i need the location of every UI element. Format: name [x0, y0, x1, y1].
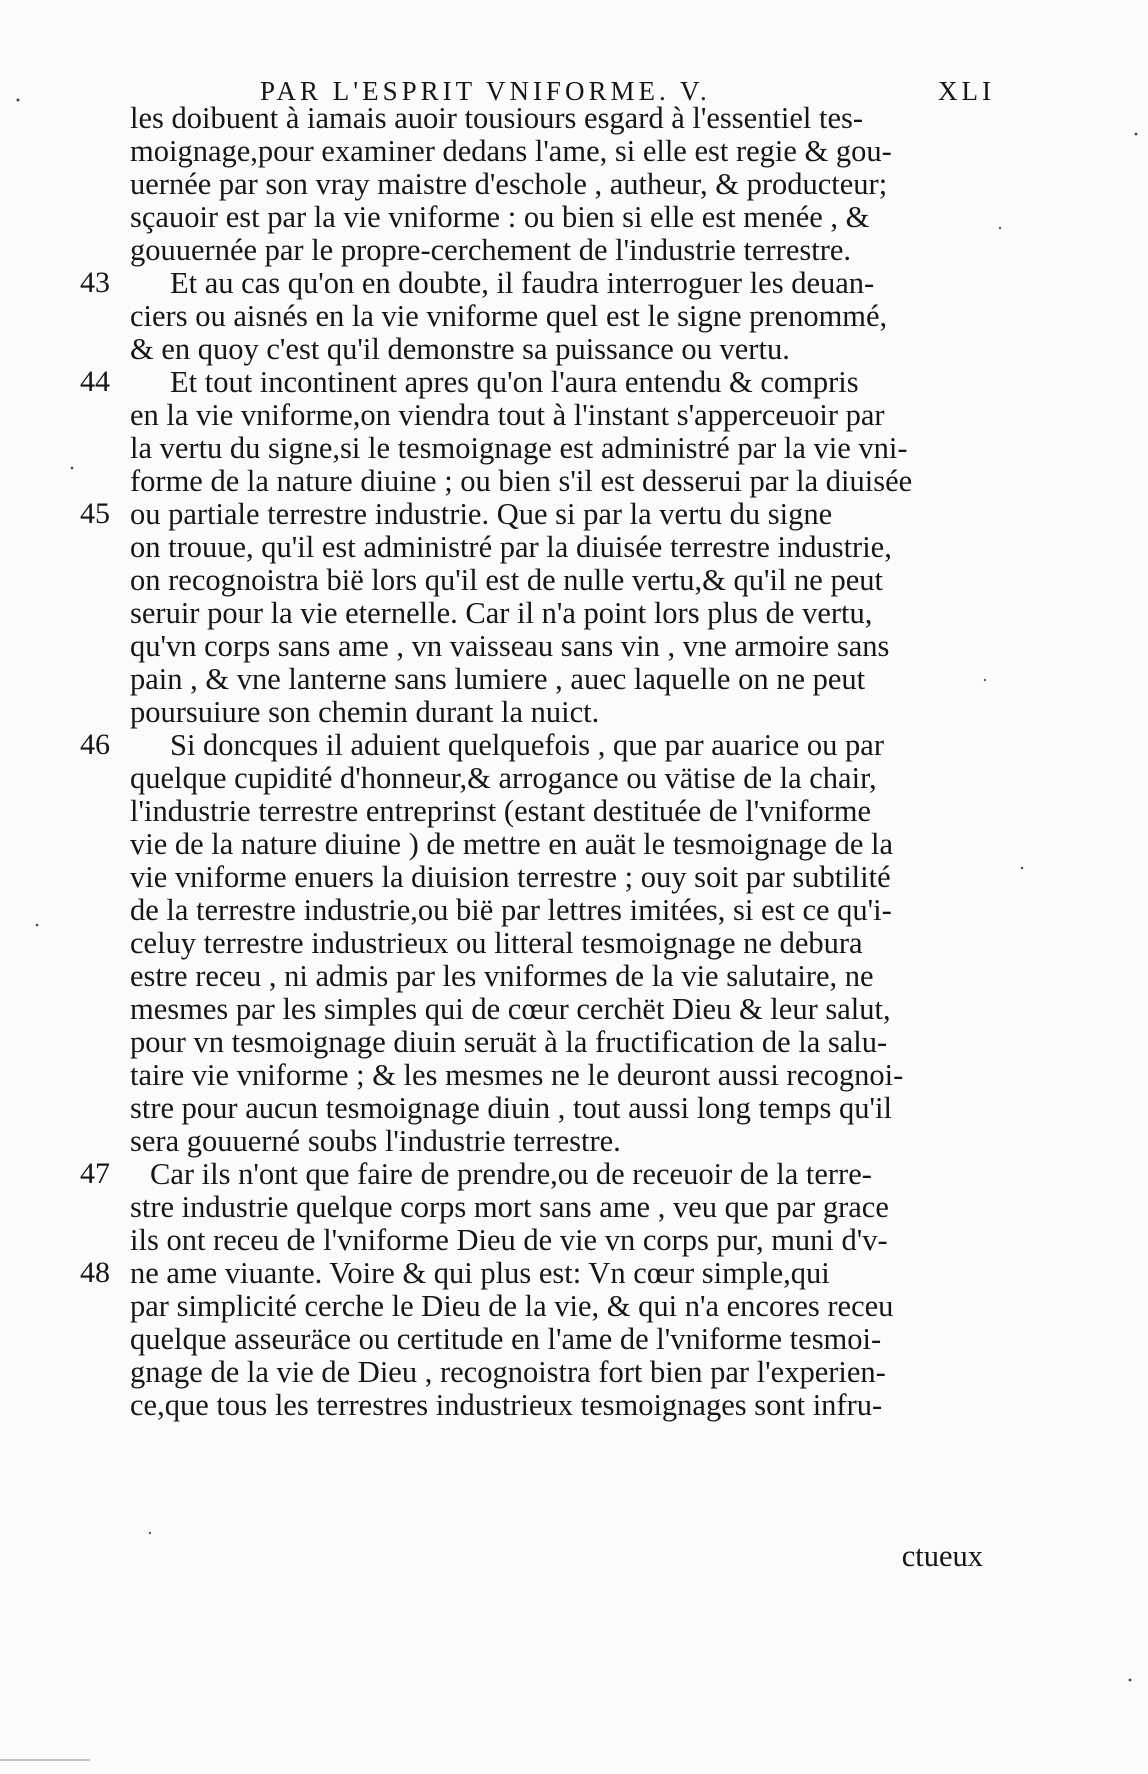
text-line-37: par simplicité cerche le Dieu de la vie, & qui n'a encores receu [130, 1289, 894, 1323]
text-line-9: Et tout incontinent apres qu'on l'aura entendu & compris [170, 365, 859, 399]
text-line-26: celuy terrestre industrieux ou litteral tesmoignage ne debura [130, 926, 863, 960]
text-line-36: ne ame viuante. Voire & qui plus est: Vn cœur simple,qui [130, 1256, 830, 1290]
text-line-39: gnage de la vie de Dieu , recognoistra fort bien par l'experien- [130, 1355, 886, 1389]
folio-number: XLI [938, 76, 995, 106]
text-line-21: quelque cupidité d'honneur,& arrogance ou vätise de la chair, [130, 761, 877, 795]
text-line-13: ou partiale terrestre industrie. Que si par la vertu du signe [130, 497, 833, 531]
text-line-25: de la terrestre industrie,ou bië par lettres imitées, si est ce qu'i- [130, 893, 892, 927]
text-line-5: gouuernée par le propre-cerchement de l'industrie terrestre. [130, 233, 852, 267]
verse-number: 43 [80, 266, 110, 299]
verse-number: 44 [80, 365, 110, 398]
running-title: PAR L'ESPRIT VNIFORME. V. [260, 76, 711, 106]
text-line-1: les doibuent à iamais auoir tousiours esgard à l'essentiel tes- [130, 101, 864, 135]
verse-number: 48 [80, 1256, 110, 1289]
text-line-12: forme de la nature diuine ; ou bien s'il est desserui par la diuisée [130, 464, 913, 498]
text-line-38: quelque asseuräce ou certitude en l'ame de l'vniforme tesmoi- [130, 1322, 882, 1356]
text-line-7: ciers ou aisnés en la vie vniforme quel est le signe prenommé, [130, 299, 888, 333]
text-line-22: l'industrie terrestre entreprinst (estant destituée de l'vniforme [130, 794, 872, 828]
verse-number: 47 [80, 1157, 110, 1190]
text-line-32: sera gouuerné soubs l'industrie terrestre. [130, 1124, 621, 1158]
text-line-3: uernée par son vray maistre d'eschole , autheur, & producteur; [130, 167, 888, 201]
text-line-6: Et au cas qu'on en doubte, il faudra interroguer les deuan- [170, 266, 875, 300]
verse-number: 46 [80, 728, 110, 761]
verse-number: 45 [80, 497, 110, 530]
text-line-29: pour vn tesmoignage diuin seruät à la fructification de la salu- [130, 1025, 888, 1059]
text-line-28: mesmes par les simples qui de cœur cerchët Dieu & leur salut, [130, 992, 891, 1026]
text-line-10: en la vie vniforme,on viendra tout à l'instant s'apperceuoir par [130, 398, 885, 432]
text-line-33: Car ils n'ont que faire de prendre,ou de receuoir de la terre- [150, 1157, 872, 1191]
text-line-2: moignage,pour examiner dedans l'ame, si elle est regie & gou- [130, 134, 892, 168]
catchword: ctueux [901, 1539, 983, 1573]
text-line-15: on recognoistra bië lors qu'il est de nulle vertu,& qu'il ne peut [130, 563, 883, 597]
text-line-30: taire vie vniforme ; & les mesmes ne le deuront aussi recognoi- [130, 1058, 904, 1092]
text-line-19: poursuiure son chemin durant la nuict. [130, 695, 600, 729]
text-line-34: stre industrie quelque corps mort sans ame , veu que par grace [130, 1190, 889, 1224]
text-line-4: sçauoir est par la vie vniforme : ou bien si elle est menée , & [130, 200, 870, 234]
text-line-16: seruir pour la vie eternelle. Car il n'a point lors plus de vertu, [130, 596, 873, 630]
text-line-31: stre pour aucun tesmoignage diuin , tout aussi long temps qu'il [130, 1091, 892, 1125]
text-line-8: & en quoy c'est qu'il demonstre sa puissance ou vertu. [130, 332, 790, 366]
text-line-20: Si doncques il aduient quelquefois , que par auarice ou par [170, 728, 884, 762]
text-line-17: qu'vn corps sans ame , vn vaisseau sans vin , vne armoire sans [130, 629, 890, 663]
text-line-14: on trouue, qu'il est administré par la diuisée terrestre industrie, [130, 530, 892, 564]
text-line-40: ce,que tous les terrestres industrieux tesmoignages sont infru- [130, 1388, 883, 1422]
text-line-23: vie de la nature diuine ) de mettre en auät le tesmoignage de la [130, 827, 894, 861]
text-line-18: pain , & vne lanterne sans lumiere , auec laquelle on ne peut [130, 662, 866, 696]
text-line-24: vie vniforme enuers la diuision terrestre ; ouy soit par subtilité [130, 860, 891, 894]
text-line-27: estre receu , ni admis par les vniformes de la vie salutaire, ne [130, 959, 874, 993]
text-line-35: ils ont receu de l'vniforme Dieu de vie vn corps pur, muni d'v- [130, 1223, 888, 1257]
text-line-11: la vertu du signe,si le tesmoignage est administré par la vie vni- [130, 431, 908, 465]
